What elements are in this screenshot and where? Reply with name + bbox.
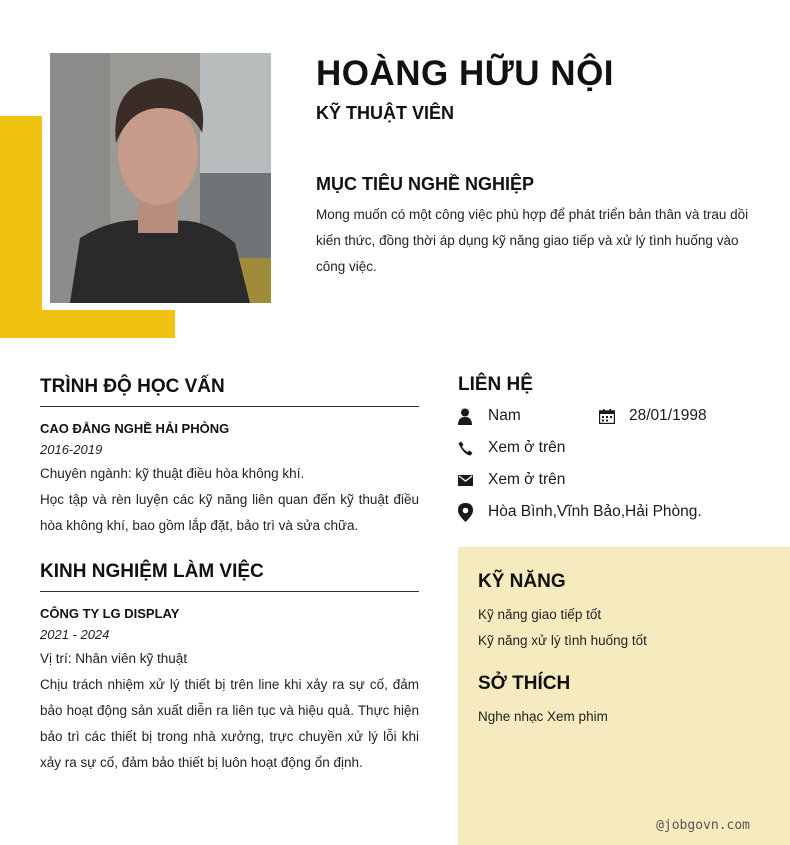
phone-icon [458,438,488,458]
education-period: 2016-2019 [40,442,103,457]
job-title: KỸ THUẬT VIÊN [316,103,455,123]
email-value: Xem ở trên [488,471,566,488]
hobbies-text: Nghe nhạc Xem phim [478,709,608,724]
watermark: @jobgovn.com [656,818,750,833]
candidate-name: HOÀNG HỮU NỘI [316,54,615,93]
gender-value: Nam [488,407,521,424]
school-name: CAO ĐẲNG NGHỀ HẢI PHÒNG [40,421,230,436]
skills-hobbies-panel [458,547,790,845]
calendar-icon [599,406,629,426]
location-icon [458,502,488,522]
skill-item: Kỹ năng xử lý tình huống tốt [478,633,647,648]
phone-value: Xem ở trên [488,439,566,456]
contact-birthday [599,406,707,426]
skill-item: Kỹ năng giao tiếp tốt [478,607,602,622]
education-major: Chuyên ngành: kỹ thuật điều hòa không khí. [40,466,305,481]
education-description: Học tập và rèn luyện các kỹ năng liên quan đến kỹ thuật điều hòa không khí, bao gồm lắp đặt, bảo trì và sửa chữa. [40,492,419,533]
experience-section [40,561,419,776]
objective-text: Mong muốn có một công việc phù hợp để phát triển bản thân và trau dồi kiến thức, đồng thời áp dụng kỹ năng giao tiếp và xử lý tình huống vào công việc. [316,207,749,274]
contact-address [458,502,702,522]
skills-heading: KỸ NĂNG [478,571,566,592]
accent-bar-horizontal [0,310,175,338]
education-heading: TRÌNH ĐỘ HỌC VẤN [40,376,419,407]
contact-email [458,470,565,490]
hobbies-heading: SỞ THÍCH [478,673,571,694]
person-icon [458,406,488,426]
experience-heading: KINH NGHIỆM LÀM VIỆC [40,561,419,592]
email-icon [458,470,488,490]
address-value: Hòa Bình,Vĩnh Bảo,Hải Phòng. [488,503,702,520]
experience-position: Vị trí: Nhân viên kỹ thuật [40,651,188,666]
contact-phone [458,438,565,458]
accent-bar-vertical [0,116,42,338]
company-name: CÔNG TY LG DISPLAY [40,606,180,621]
birthday-value: 28/01/1998 [629,407,707,424]
education-section [40,376,419,539]
objective-heading: MỤC TIÊU NGHỀ NGHIỆP [316,174,535,194]
experience-period: 2021 - 2024 [40,627,110,642]
experience-description: Chịu trách nhiệm xử lý thiết bị trên line khi xảy ra sự cố, đảm bảo hoạt động sản xuất diễn ra liên tục và hiệu quả. Thực hiện bảo trì các thiết bị trong nhà xưởng, trực chuyền xử lý lỗi khi xảy ra sự cố, đảm bảo thiết bị luôn hoạt động ổn định. [40,677,419,770]
contact-heading: LIÊN HỆ [458,374,533,395]
profile-photo [50,53,271,303]
contact-gender [458,406,521,426]
